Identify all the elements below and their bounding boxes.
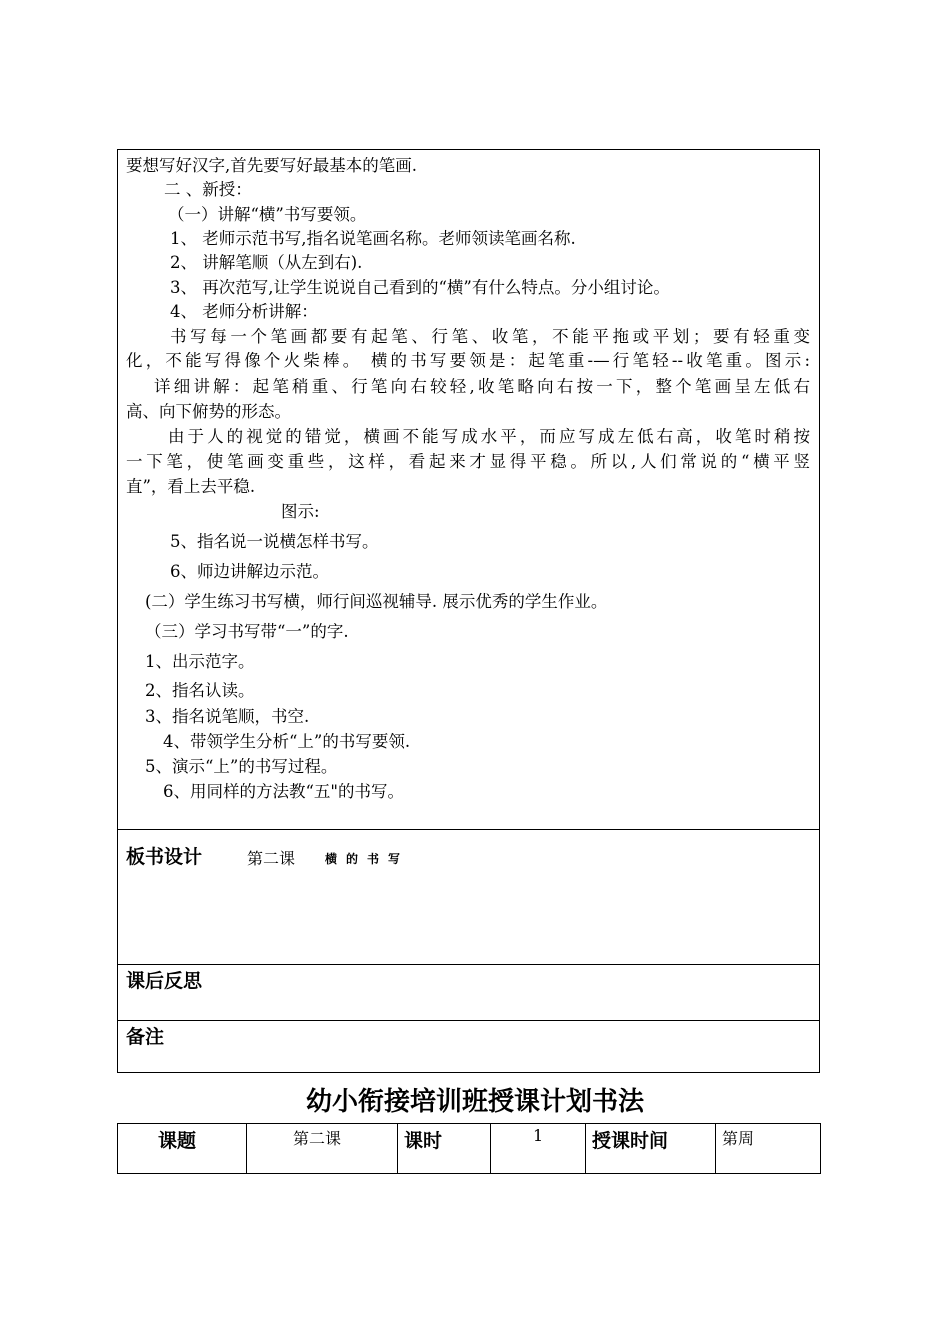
body-line: 3、 再次范写,让学生说说自己看到的“横”有什么特点。分小组讨论。 [170, 278, 670, 297]
body-line: 5、指名说一说横怎样书写。 [170, 532, 379, 551]
body-line: 书写每一个笔画都要有起笔、行笔、收笔，不能平拖或平划；要有轻重变 [170, 327, 810, 346]
board-design-label: 板书设计 [126, 846, 203, 868]
body-line: 直”，看上去平稳. [126, 477, 256, 496]
row-divider [118, 1020, 819, 1021]
body-line: 详细讲解：起笔稍重、行笔向右较轻,收笔略向右按一下，整个笔画呈左低右 [154, 377, 810, 396]
document-title: 幼小衔接培训班授课计划书法 [305, 1087, 644, 1117]
topic-value: 第二课 [247, 1124, 398, 1174]
body-line: 1、出示范字。 [145, 652, 255, 671]
body-line: 由于人的视觉的错觉，横画不能写成水平，而应写成左低右高，收笔时稍按 [168, 427, 810, 446]
body-line: 图示: [281, 502, 320, 521]
hours-value: 1 [491, 1124, 586, 1174]
hours-label: 课时 [398, 1124, 491, 1174]
body-line: (二）学生练习书写横，师行间巡视辅导. 展示优秀的学生作业。 [145, 592, 608, 611]
body-line: 3、指名说笔顺，书空. [145, 707, 310, 726]
body-line: 6、师边讲解边示范。 [170, 562, 329, 581]
body-line: （三）学习书写带“一”的字. [145, 622, 349, 641]
body-line: 2、 讲解笔顺（从左到右). [170, 253, 363, 272]
reflection-label: 课后反思 [126, 970, 203, 992]
time-label: 授课时间 [586, 1124, 716, 1174]
topic-label: 课题 [118, 1124, 247, 1174]
time-value: 第周 [716, 1124, 821, 1174]
body-line: 5、演示“上”的书写过程。 [145, 757, 338, 776]
body-line: 6、用同样的方法教“五"的书写。 [163, 782, 405, 801]
body-line: 4、 老师分析讲解： [170, 302, 318, 321]
body-line: 高、向下俯势的形态。 [126, 402, 291, 421]
body-line: 4、带领学生分析“上”的书写要领. [163, 732, 411, 751]
notes-label: 备注 [126, 1026, 165, 1048]
body-line: 化，不能写得像个火柴棒。 横的书写要领是：起笔重-—行笔轻--收笔重。图示: [126, 351, 810, 370]
body-line: 一下笔，使笔画变重些，这样，看起来才显得平稳。所以,人们常说的“横平竖 [126, 452, 810, 471]
lesson-info-table [117, 1123, 821, 1174]
lesson-plan-table [117, 149, 820, 1073]
board-design-lesson: 第二课 [247, 849, 296, 868]
body-line: 1、 老师示范书写,指名说笔画名称。老师领读笔画名称. [170, 229, 576, 248]
row-divider [118, 964, 819, 965]
body-line: 2、指名认读。 [145, 681, 255, 700]
body-line: 二 、新授： [164, 180, 252, 199]
row-divider [118, 829, 819, 830]
body-line: （一）讲解“横”书写要领。 [168, 205, 367, 224]
board-design-title: 横的书写 [325, 852, 410, 866]
body-line: 要想写好汉字,首先要写好最基本的笔画. [126, 156, 417, 175]
